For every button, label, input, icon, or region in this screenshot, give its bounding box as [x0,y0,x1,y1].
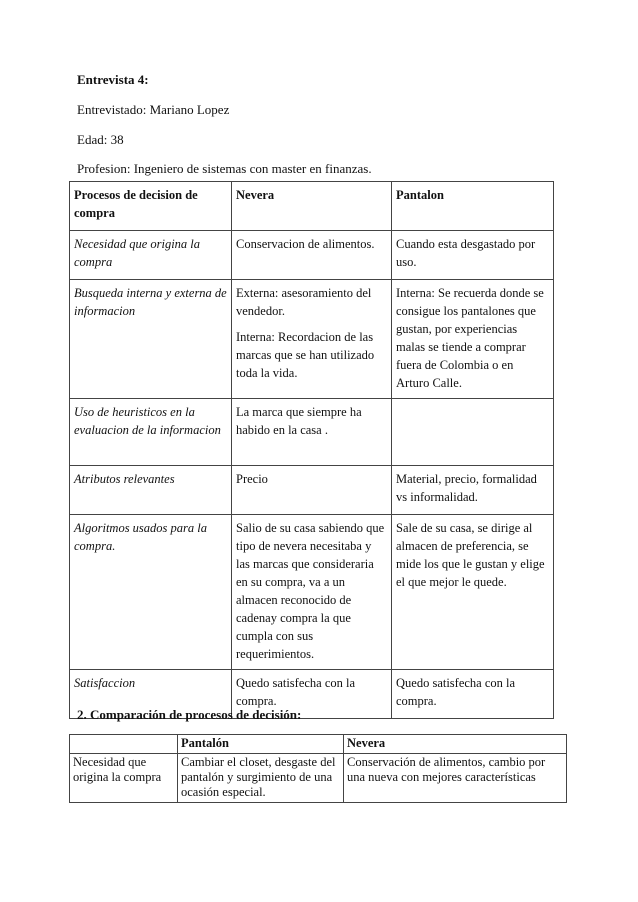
interview-title: Entrevista 4: [77,72,149,87]
table-row [70,399,554,466]
header-nevera: Nevera [344,735,567,754]
cell-nevera [232,280,392,399]
cell-nevera: Conservacion de alimentos. [232,231,392,280]
row-label: Algoritmos usados para la compra. [70,515,232,670]
header-empty [70,735,178,754]
section-2-title: 2. Comparación de procesos de decisión: [77,707,302,722]
cell-nevera: Precio [232,466,392,515]
table-header-row [70,182,554,231]
cell-pantalon: Interna: Se recuerda donde se consigue los pantalones que gustan, por experiencias malas se tiende a comprar fuera de Colombia o en Arturo Calle. [392,280,554,399]
interviewee-name: Entrevistado: Mariano Lopez [77,102,230,117]
row-label: Satisfaccion [70,670,232,719]
cell-nevera: Salio de su casa sabiendo que tipo de nevera necesitaba y las marcas que consideraria en su compra, va a un almacen reconocido de cadenay compra la que cumpla con sus requerimientos. [232,515,392,670]
cell-nevera: Quedo satisfecha con la compra. [232,670,392,719]
row-label: Necesidad que origina la compra [70,231,232,280]
table-row [70,466,554,515]
header-process: Procesos de decision de compra [70,182,232,231]
comparison-table [69,734,567,803]
cell-pantalon: Cambiar el closet, desgaste del pantalón y surgimiento de una ocasión especial. [178,754,344,803]
decision-process-table [69,181,554,719]
cell-nevera-external: Externa: asesoramiento del vendedor. [236,286,372,318]
row-label: Atributos relevantes [70,466,232,515]
header-pantalon: Pantalón [178,735,344,754]
cell-nevera: La marca que siempre ha habido en la casa . [232,399,392,466]
row-label: Necesidad que origina la compra [70,754,178,803]
interviewee-age: Edad: 38 [77,132,124,147]
row-label: Uso de heuristicos en la evaluacion de la informacion [70,399,232,466]
table-row [70,231,554,280]
row-label: Busqueda interna y externa de informacion [70,280,232,399]
cell-pantalon: Sale de su casa, se dirige al almacen de preferencia, se mide los que le gustan y elige el que mejor le quede. [392,515,554,670]
table-row [70,754,567,803]
cell-pantalon: Quedo satisfecha con la compra. [392,670,554,719]
cell-pantalon: Cuando esta desgastado por uso. [392,231,554,280]
cell-nevera: Conservación de alimentos, cambio por una nueva con mejores características [344,754,567,803]
header-pantalon: Pantalon [392,182,554,231]
table-row [70,515,554,670]
table-header-row [70,735,567,754]
cell-pantalon: Material, precio, formalidad vs informalidad. [392,466,554,515]
header-nevera: Nevera [232,182,392,231]
table-row [70,280,554,399]
cell-pantalon [392,399,554,466]
interviewee-profession: Profesion: Ingeniero de sistemas con master en finanzas. [77,161,372,176]
cell-nevera-internal: Interna: Recordacion de las marcas que se han utilizado toda la vida. [236,330,375,380]
